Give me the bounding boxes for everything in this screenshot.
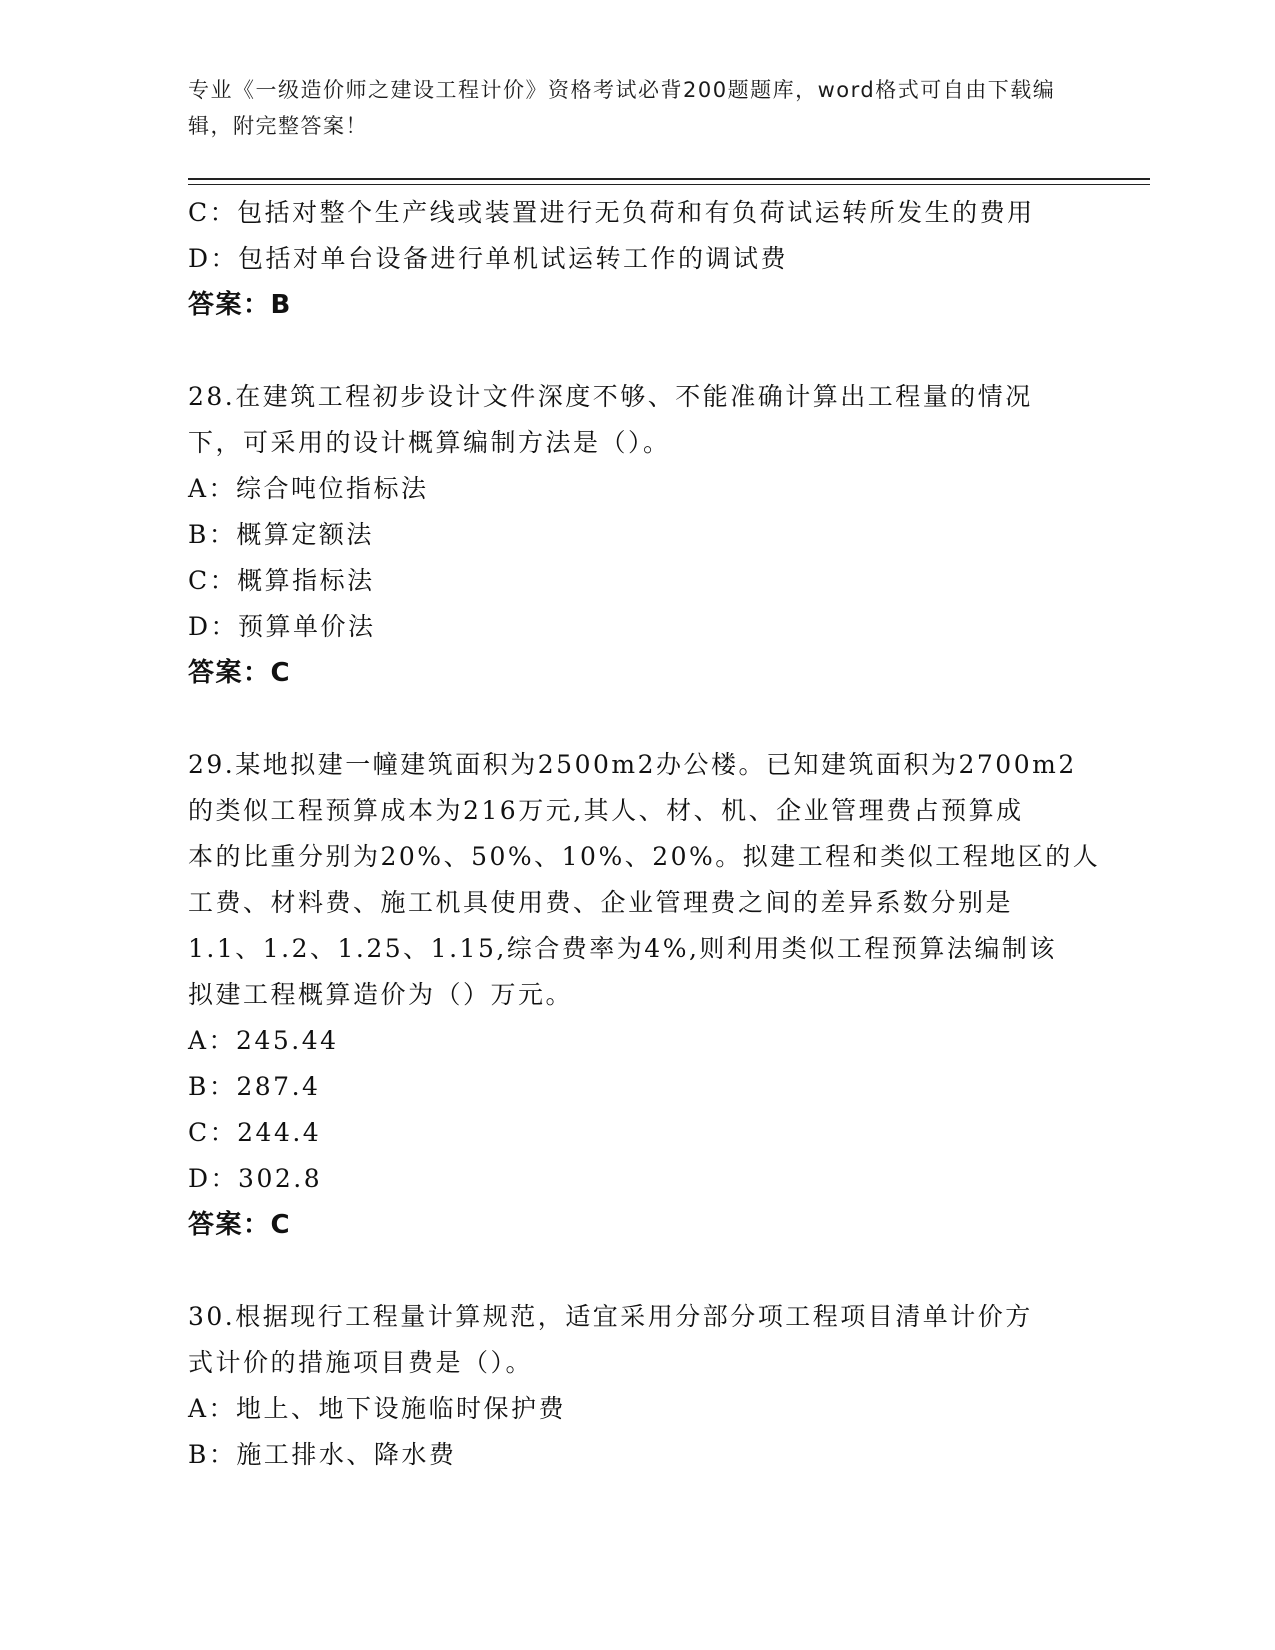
question-line: 29.某地拟建一幢建筑面积为2500m2办公楼。已知建筑面积为2700m2	[188, 750, 1077, 779]
question-line: 的类似工程预算成本为216万元,其人、材、机、企业管理费占预算成	[188, 796, 1024, 825]
question-block	[188, 1294, 1088, 1478]
question-block	[188, 190, 1088, 328]
option-line: B：概算定额法	[188, 520, 374, 549]
option-line: A：地上、地下设施临时保护费	[188, 1394, 567, 1423]
option-line: D：302.8	[188, 1164, 323, 1193]
question-line: 工费、材料费、施工机具使用费、企业管理费之间的差异系数分别是	[188, 888, 1014, 917]
option-line: B：施工排水、降水费	[188, 1440, 457, 1469]
question-line: 本的比重分别为20%、50%、10%、20%。拟建工程和类似工程地区的人	[188, 842, 1101, 871]
option-line: A：245.44	[188, 1026, 339, 1055]
option-line: B：287.4	[188, 1072, 321, 1101]
option-line: C：244.4	[188, 1118, 322, 1147]
option-line: C：包括对整个生产线或装置进行无负荷和有负荷试运转所发生的费用	[188, 198, 1035, 227]
question-line: 式计价的措施项目费是（）。	[188, 1348, 534, 1377]
block-spacer	[188, 696, 1088, 742]
question-content	[188, 190, 1101, 1478]
question-line: 1.1、1.2、1.25、1.15,综合费率为4%,则利用类似工程预算法编制该	[188, 934, 1057, 963]
question-block	[188, 374, 1088, 696]
question-block	[188, 742, 1101, 1248]
option-line: D：预算单价法	[188, 612, 376, 641]
option-line: A：综合吨位指标法	[188, 474, 429, 503]
document-header: 专业《一级造价师之建设工程计价》资格考试必背200题题库，word格式可自由下载编辑，附完整答案！	[188, 78, 1056, 138]
answer-line: 答案：C	[188, 1210, 292, 1240]
header-divider-thick	[188, 178, 1150, 180]
question-line: 拟建工程概算造价为（）万元。	[188, 980, 574, 1009]
header-divider-thin	[188, 184, 1150, 185]
answer-line: 答案：B	[188, 290, 292, 320]
option-line: C：概算指标法	[188, 566, 375, 595]
block-spacer	[188, 328, 1088, 374]
answer-line: 答案：C	[188, 658, 292, 688]
block-spacer	[188, 1248, 1088, 1294]
question-line: 30.根据现行工程量计算规范，适宜采用分部分项工程项目清单计价方	[188, 1302, 1033, 1331]
option-line: D：包括对单台设备进行单机试运转工作的调试费	[188, 244, 789, 273]
question-line: 28.在建筑工程初步设计文件深度不够、不能准确计算出工程量的情况	[188, 382, 1033, 411]
question-line: 下，可采用的设计概算编制方法是（）。	[188, 428, 671, 457]
